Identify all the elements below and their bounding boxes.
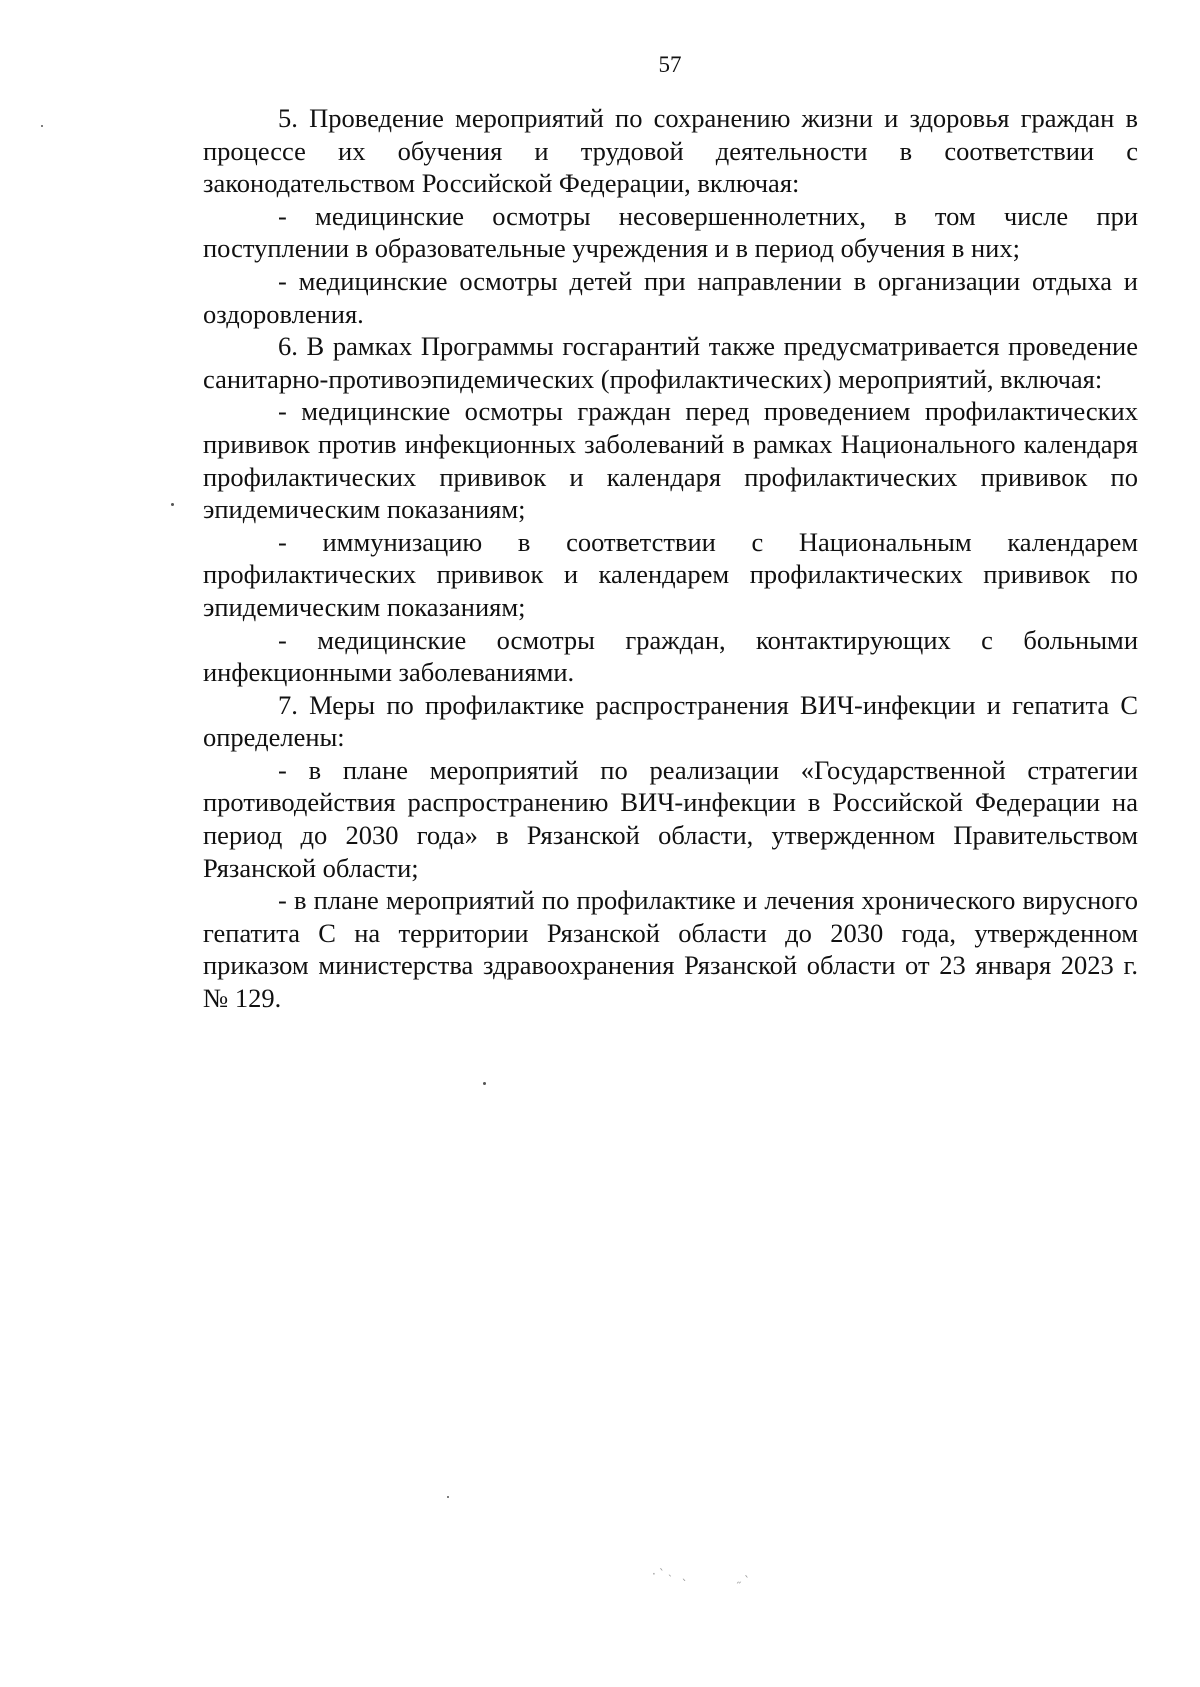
- bullet-contact-examinations: - медицинские осмотры граждан, контактирующих с больными инфекционными заболеваниями.: [203, 624, 1138, 688]
- bullet-hepatitis-c-plan: - в плане мероприятий по профилактике и лечения хронического вирусного гепатита С на территории Рязанской области до 2030 года, утвержденном приказом министерства здравоохранения Рязанской области от 23 января 2023 г. № 129.: [203, 885, 1138, 1014]
- page-number: 57: [658, 52, 682, 77]
- document-body: [203, 102, 1138, 1015]
- paragraph-item-5: 5. Проведение мероприятий по сохранению жизни и здоровья граждан в процессе их обучения и трудовой деятельности в соответствии с законодательством Российской Федерации, включая:: [203, 103, 1138, 199]
- scan-speck: [447, 1496, 449, 1498]
- scan-speck: [41, 125, 43, 127]
- scan-smudge: ·ˋ˴ ˎ: [652, 1567, 691, 1581]
- bullet-pre-vaccination-examinations: - медицинские осмотры граждан перед проведением профилактических прививок против инфекционных заболеваний в рамках Национального календаря профилактических прививок и календаря профилактических прививок по эпидемическим показаниям;: [203, 396, 1138, 525]
- scan-speck: [483, 1082, 486, 1085]
- paragraph-item-7: 7. Меры по профилактике распространения ВИЧ-инфекции и гепатита С определены:: [203, 689, 1138, 753]
- bullet-immunization: - иммунизацию в соответствии с Национальным календарем профилактических прививок и календарем профилактических прививок по эпидемическим показаниям;: [203, 526, 1138, 622]
- scan-speck: [171, 503, 174, 506]
- paragraph-item-6: 6. В рамках Программы госгарантий также предусматривается проведение санитарно-противоэпидемических (профилактических) мероприятий, включая:: [203, 331, 1138, 394]
- bullet-hiv-strategy-plan: - в плане мероприятий по реализации «Государственной стратегии противодействия распространению ВИЧ-инфекции в Российской Федерации на период до 2030 года» в Рязанской области, утвержденном Правительством Рязанской области;: [203, 754, 1138, 883]
- bullet-minors-examinations: - медицинские осмотры несовершеннолетних, в том числе при поступлении в образовательные учреждения и в период обучения в них;: [203, 200, 1138, 264]
- bullet-children-recreation-examinations: - медицинские осмотры детей при направлении в организации отдыха и оздоровления.: [203, 265, 1138, 329]
- scan-smudge: ˶ˋ: [737, 1574, 753, 1588]
